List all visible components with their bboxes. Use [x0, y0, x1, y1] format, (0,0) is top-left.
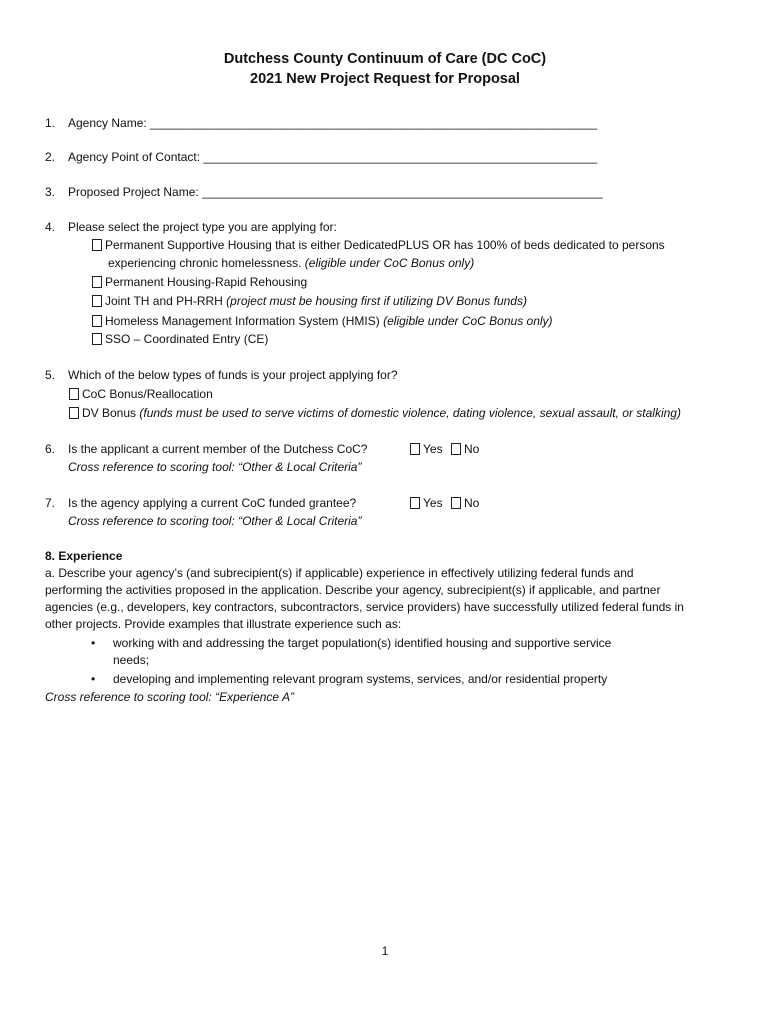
q6-question: Is the applicant a current member of the Dutchess CoC? [68, 442, 368, 456]
agency-name-field[interactable]: Agency Name: ___________________________________________________________________ [68, 116, 598, 130]
option-label: SSO – Coordinated Entry (CE) [105, 332, 269, 346]
option-note: (project must be housing first if utilizing DV Bonus funds) [226, 294, 527, 308]
q7-no-option[interactable] [451, 496, 479, 511]
project-type-option-sso[interactable] [92, 332, 268, 347]
project-name-field[interactable]: Proposed Project Name: ____________________________________________________________ [68, 185, 603, 199]
checkbox-icon[interactable] [92, 333, 102, 345]
experience-text-line: other projects. Provide examples that illustrate experience such as: [45, 617, 402, 631]
q5-number: 5. [45, 368, 56, 382]
option-note: (funds must be used to serve victims of domestic violence, dating violence, sexual assault, or stalking) [139, 406, 681, 420]
checkbox-icon[interactable] [69, 407, 79, 419]
q4-question: Please select the project type you are applying for: [68, 220, 337, 234]
q6-reference: Cross reference to scoring tool: “Other & Local Criteria” [68, 460, 362, 474]
option-label: CoC Bonus/Reallocation [82, 387, 213, 401]
experience-text-line: a. Describe your agency’s (and subrecipient(s) if applicable) experience in effectively utilizing federal funds and [45, 566, 634, 580]
bullet-text-continued: needs; [113, 653, 150, 667]
no-label: No [464, 442, 480, 456]
project-type-option-joint[interactable] [92, 294, 527, 309]
q5-question: Which of the below types of funds is your project applying for? [68, 368, 398, 382]
option-label: Homeless Management Information System (HMIS) [105, 314, 380, 328]
q1-number: 1. [45, 116, 56, 130]
bullet-text: developing and implementing relevant program systems, services, and/or residential property [113, 672, 608, 686]
checkbox-icon[interactable] [410, 497, 420, 509]
option-label-continued: experiencing chronic homelessness. [108, 256, 302, 270]
yes-label: Yes [423, 496, 443, 510]
q6-number: 6. [45, 442, 56, 456]
option-label: Permanent Supportive Housing that is either DedicatedPLUS OR has 100% of beds dedicated to persons [105, 238, 665, 252]
q7-number: 7. [45, 496, 56, 510]
option-label: Joint TH and PH-RRH [105, 294, 223, 308]
bullet-icon: • [91, 636, 96, 650]
project-type-option-rrh[interactable] [92, 275, 307, 290]
agency-contact-field[interactable]: Agency Point of Contact: ___________________________________________________________ [68, 150, 598, 164]
q6-no-option[interactable] [451, 442, 479, 457]
option-label: DV Bonus [82, 406, 137, 420]
project-type-option-psh-cont [108, 256, 474, 271]
q6-yes-option[interactable] [410, 442, 443, 457]
checkbox-icon[interactable] [410, 443, 420, 455]
checkbox-icon[interactable] [451, 497, 461, 509]
option-note: (eligible under CoC Bonus only) [304, 256, 475, 270]
project-type-option-psh[interactable] [92, 238, 665, 253]
experience-heading: 8. Experience [45, 549, 123, 563]
checkbox-icon[interactable] [92, 239, 102, 251]
experience-reference: Cross reference to scoring tool: “Experience A” [45, 690, 294, 704]
q2-number: 2. [45, 150, 56, 164]
checkbox-icon[interactable] [69, 388, 79, 400]
q7-reference: Cross reference to scoring tool: “Other & Local Criteria” [68, 514, 362, 528]
experience-text-line: agencies (e.g., developers, key contractors, subcontractors, service providers) have successfully utilized federal funds in [45, 600, 684, 614]
bullet-text: working with and addressing the target population(s) identified housing and supportive service [113, 636, 612, 650]
no-label: No [464, 496, 480, 510]
yes-label: Yes [423, 442, 443, 456]
q7-yes-option[interactable] [410, 496, 443, 511]
bullet-icon: • [91, 672, 96, 686]
q3-number: 3. [45, 185, 56, 199]
project-type-option-hmis[interactable] [92, 314, 553, 329]
checkbox-icon[interactable] [92, 276, 102, 288]
checkbox-icon[interactable] [92, 315, 102, 327]
checkbox-icon[interactable] [92, 295, 102, 307]
checkbox-icon[interactable] [451, 443, 461, 455]
page-number: 1 [381, 944, 389, 958]
document-title: Dutchess County Continuum of Care (DC CoC) [223, 51, 547, 67]
q7-question: Is the agency applying a current CoC funded grantee? [68, 496, 357, 510]
fund-type-option-coc[interactable] [69, 387, 213, 402]
option-label: Permanent Housing-Rapid Rehousing [105, 275, 308, 289]
q4-number: 4. [45, 220, 56, 234]
fund-type-option-dv[interactable] [69, 406, 681, 421]
document-subtitle: 2021 New Project Request for Proposal [250, 71, 520, 87]
experience-text-line: performing the activities proposed in the application. Describe your agency, subrecipient(s) if applicable, and partner [45, 583, 661, 597]
option-note: (eligible under CoC Bonus only) [383, 314, 553, 328]
